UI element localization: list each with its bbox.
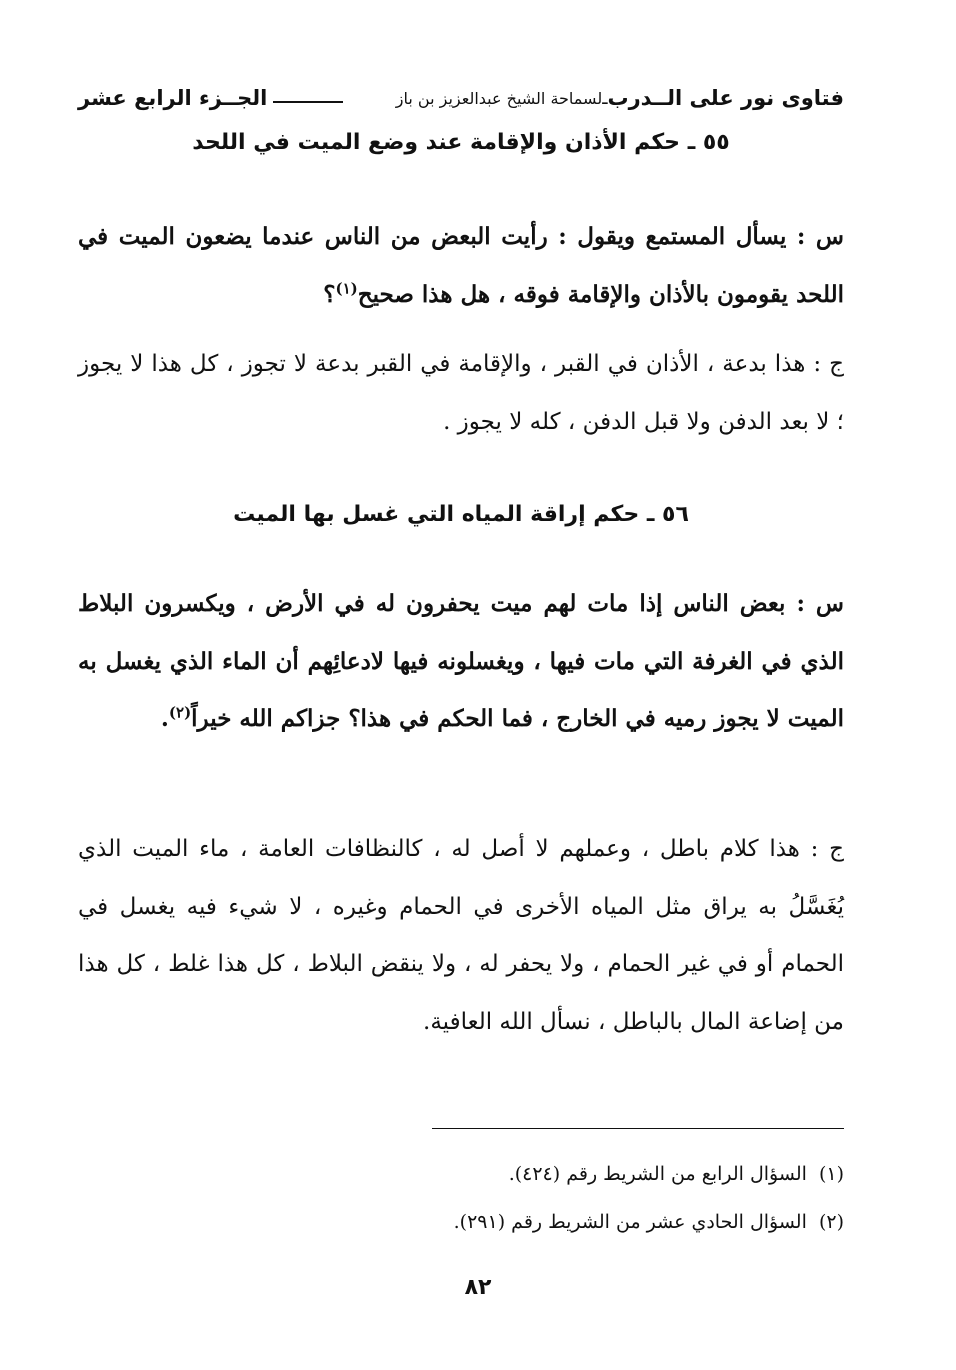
footnote xyxy=(78,1198,844,1246)
footnote-separator xyxy=(432,1128,844,1129)
section-title: ٥٥ ـ حكم الأذان والإقامة عند وضع الميت في اللحد xyxy=(192,130,730,155)
answer-prefix: ج : xyxy=(813,351,844,377)
question-prefix: س : xyxy=(796,590,844,617)
answer-prefix: ج : xyxy=(810,836,844,862)
footnote-text: السؤال الرابع من الشريط رقم (٤٢٤). xyxy=(508,1163,807,1185)
header-volume: الجــزء الرابع عشر xyxy=(78,86,268,110)
answer-text: هذا بدعة ، الأذان في القبر ، والإقامة في القبر بدعة لا تجوز ، كل هذا لا يجوز ؛ لا بعد الدفن ولا قبل الدفن ، كله لا يجوز . xyxy=(78,351,844,435)
header-book-title: فتاوى نور على الــدرب xyxy=(607,86,844,110)
section-title: ٥٦ ـ حكم إراقة المياه التي غسل بها الميت xyxy=(233,502,689,527)
footnote-text: السؤال الحادي عشر من الشريط رقم (٢٩١). xyxy=(453,1211,807,1233)
question-text: يسأل المستمع ويقول : رأيت البعض من الناس عندما يضعون الميت في اللحد يقومون بالأذان والإقامة فوقه ، هل هذا صحيح xyxy=(78,223,844,308)
footnote-number: (١) xyxy=(818,1163,844,1185)
question-prefix: س : xyxy=(796,223,844,250)
footnote-number: (٢) xyxy=(818,1211,844,1233)
footnotes xyxy=(78,1150,844,1246)
header-author: لسماحة الشيخ عبدالعزيز بن باز xyxy=(395,88,603,108)
answer-paragraph xyxy=(78,821,844,1051)
question-paragraph xyxy=(78,208,844,323)
question-text: بعض الناس إذا مات لهم ميت يحفرون له في الأرض ، ويكسرون البلاط الذي في الغرفة التي مات فيها ، ويغسلونه فيها لادعائِهم أن الماء الذي يغسل به الميت لا يجوز رميه في الخارج ، فما الحكم في هذا؟ جزاكم الله خيراً xyxy=(78,590,844,732)
page-number: ٨٢ xyxy=(464,1275,492,1300)
answer-text: هذا كلام باطل ، وعملهم لا أصل له ، كالنظافات العامة ، ماء الميت الذي يُغَسَّلُ به يراق مثل المياه الأخرى في الحمام وغيره ، لا شيء فيه يغسل في الحمام أو في غير الحمام ، ولا يحفر له ، ولا ينقض البلاط ، كل هذا غلط ، كل هذا من إضاعة المال بالباطل ، نسأل الله العافية. xyxy=(78,836,844,1035)
running-header xyxy=(78,78,844,118)
footnote-ref: (٢) xyxy=(168,703,192,722)
question-paragraph xyxy=(78,575,844,748)
question-end-mark: . xyxy=(160,705,169,732)
question-end-mark: ؟ xyxy=(323,280,336,308)
header-separator: ـ xyxy=(602,87,608,109)
header-rule xyxy=(273,101,343,103)
footnote xyxy=(78,1150,844,1198)
answer-paragraph xyxy=(78,336,844,451)
footnote-ref: (١) xyxy=(335,278,358,297)
